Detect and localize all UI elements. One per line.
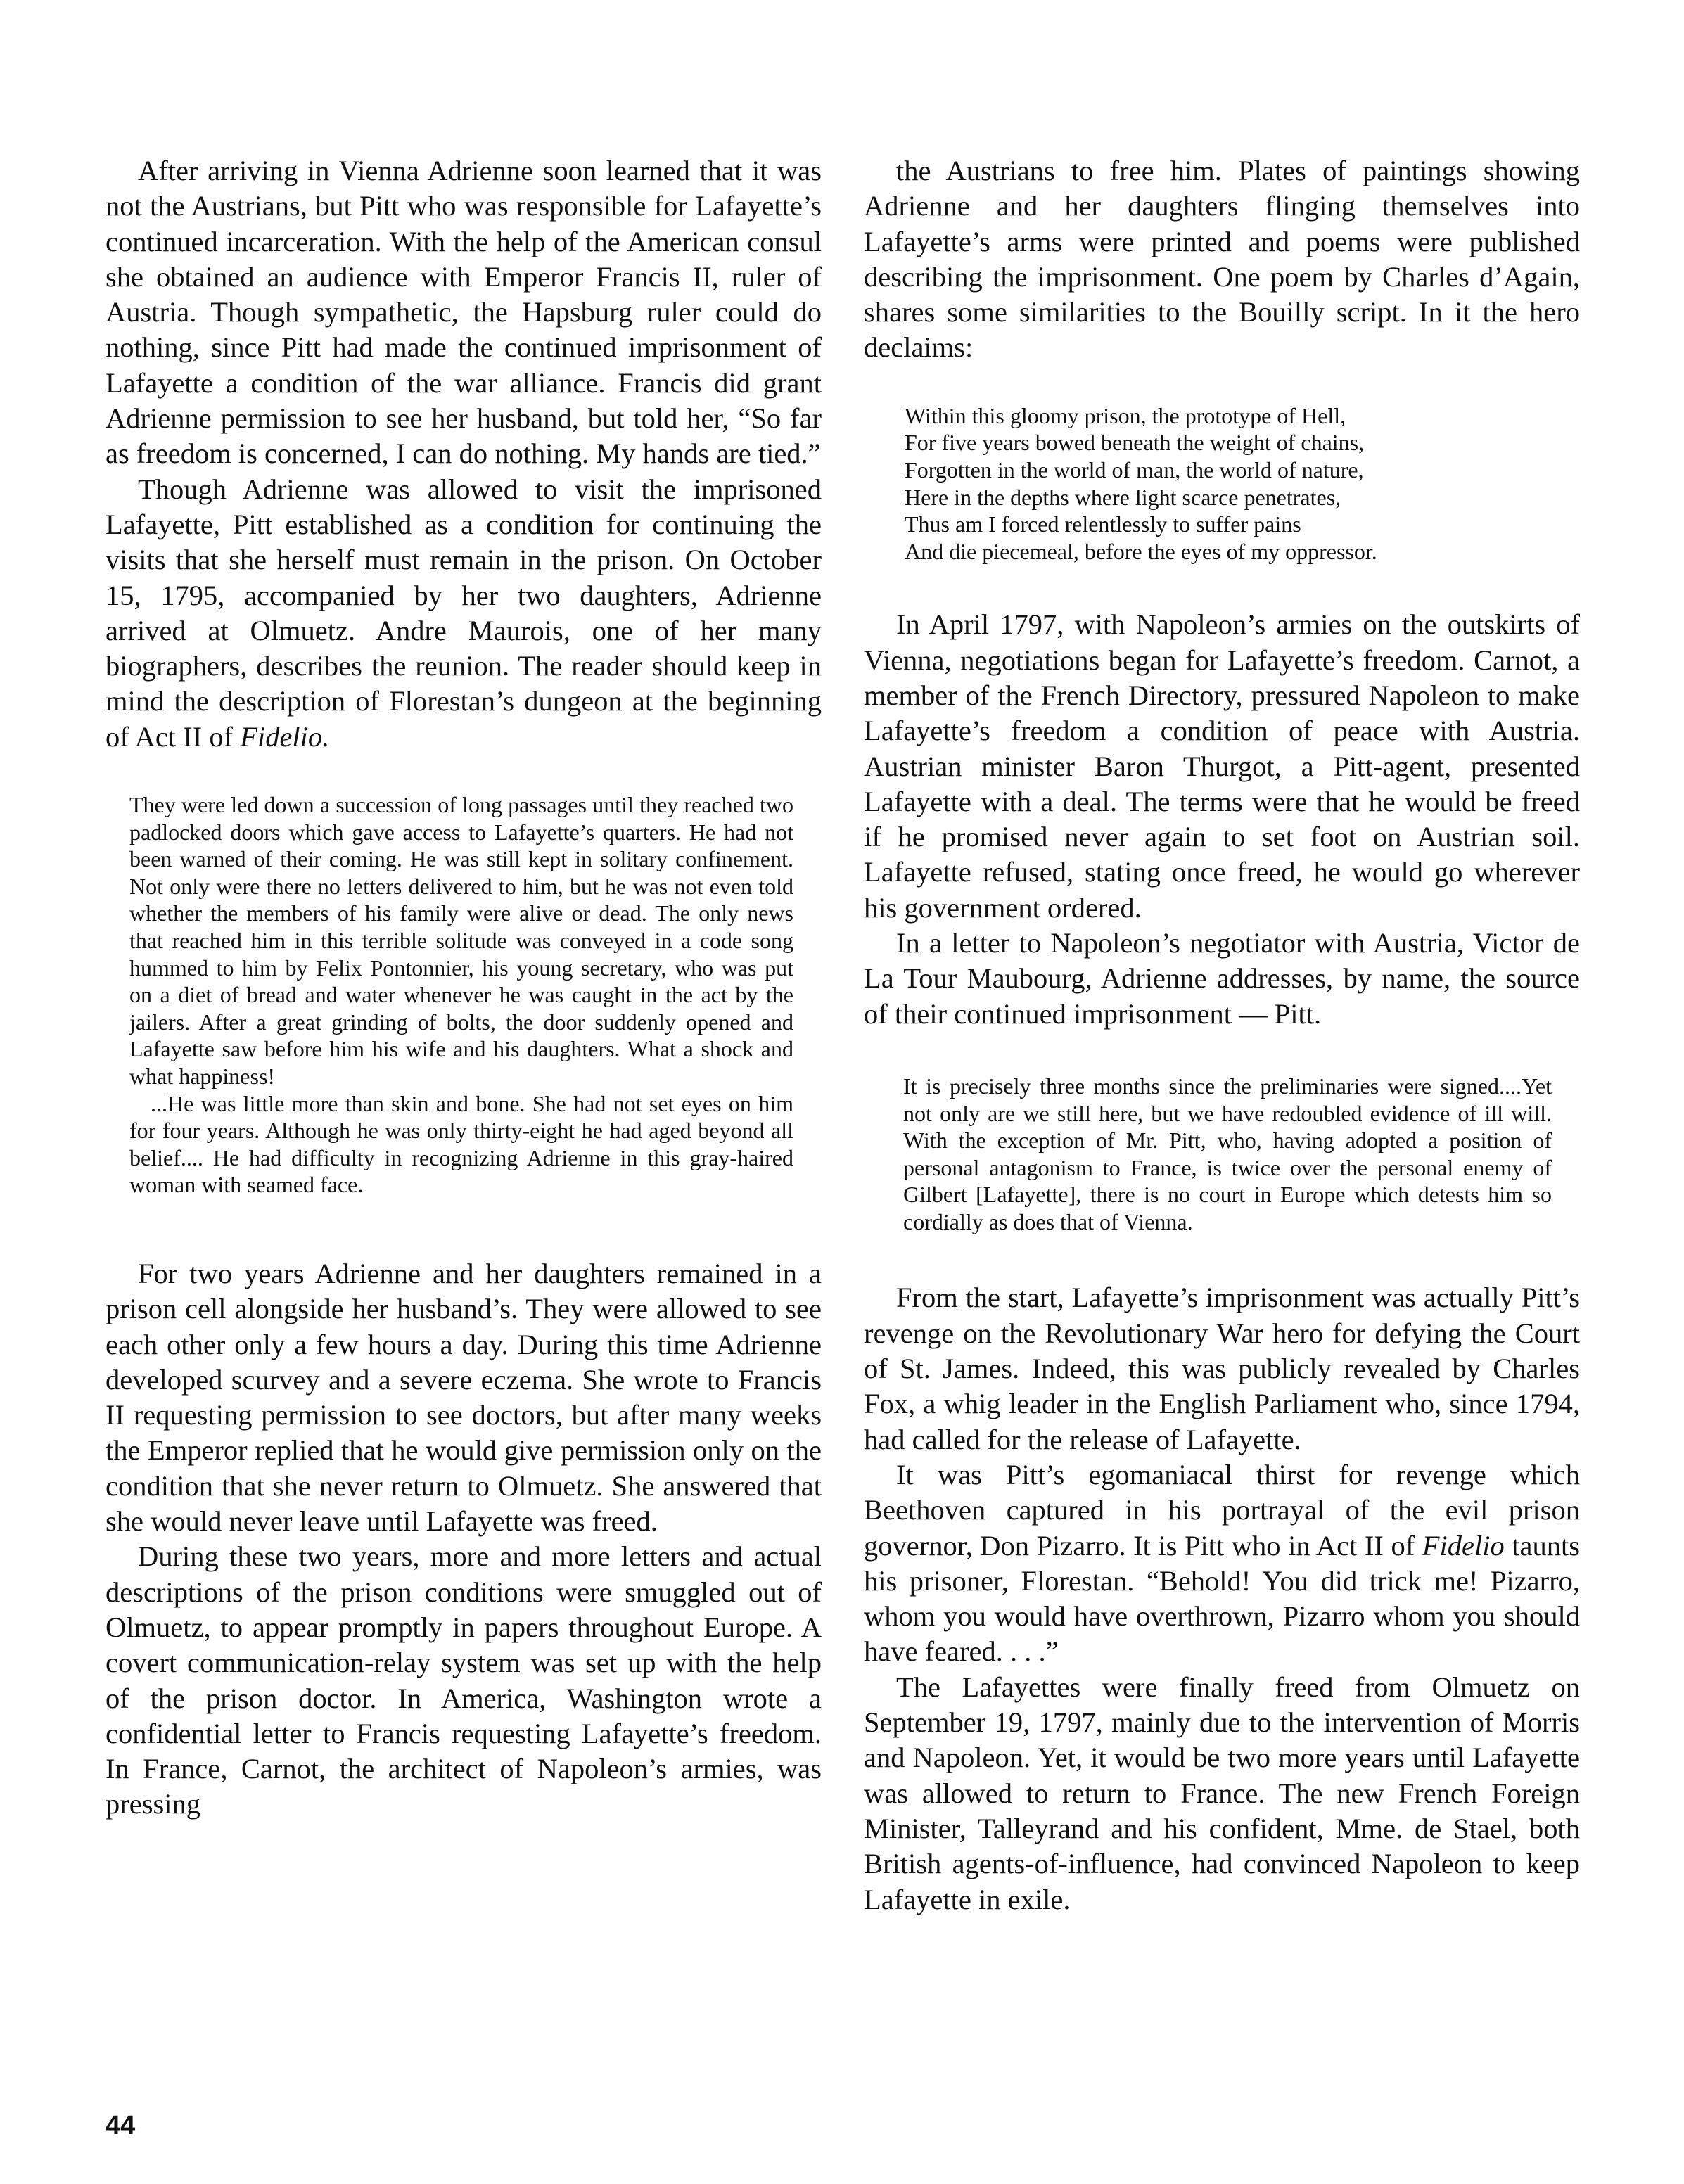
- quote-paragraph: ...He was little more than skin and bone. She had not set eyes on him for four years. Although he was only thirty-eight he had aged beyond all belief.... He had difficulty in recognizing Adrienne in this gray-haired woman with seamed face.: [129, 1090, 793, 1198]
- page-number: 44: [106, 2111, 136, 2140]
- paragraph: For two years Adrienne and her daughters remained in a prison cell alongside her husband’s. They were allowed to see each other only a few hours a day. During this time Adrienne developed scurvey and a severe eczema. She wrote to Francis II requesting permission to see doctors, but after many weeks the Emperor replied that he would give permission only on the condition that she never return to Olmuetz. She answered that she would never leave until Lafayette was freed.: [106, 1257, 822, 1538]
- paragraph-text: It was Pitt’s egomaniacal thirst for revenge which Beethoven captured in his portrayal of the evil prison governor, Don Pizarro. It is Pitt who in Act II of: [864, 1458, 1580, 1562]
- paragraph: After arriving in Vienna Adrienne soon learned that it was not the Austrians, but Pitt who was responsible for Lafayette’s continued incarceration. With the help of the American consul she obtained an audience with Emperor Francis II, ruler of Austria. Though sympathetic, the Hapsburg ruler could do nothing, since Pitt had made the continued imprisonment of Lafayette a condition of the war alliance. Francis did grant Adrienne permission to see her husband, but told her, “So far as freedom is concerned, I can do nothing. My hands are tied.”: [106, 155, 822, 470]
- paragraph: [864, 1457, 1580, 1670]
- block-quote: [129, 791, 793, 1199]
- quote-paragraph: They were led down a succession of long passages until they reached two padlocked doors which gave access to Lafayette’s quarters. He had not been warned of their coming. He was still kept in solitary confinement. Not only were there no letters delivered to him, but he was not even told whether the members of his family were alive or dead. The only news that reached him in this terrible solitude was conveyed in a code song hummed to him by Felix Pontonnier, his young secretary, who was put on a diet of bread and water whenever he was caught in the act by the jailers. After a great grinding of bolts, the door suddenly opened and Lafayette saw before him his wife and his daughters. What a shock and what happiness!: [129, 792, 793, 1089]
- paragraph-text: Though Adrienne was allowed to visit the imprisoned Lafayette, Pitt established as a condition for continuing the visits that she herself must remain in the prison. On October 15, 1795, accompanied by her two daughters, Adrienne arrived at Olmuetz. Andre Maurois, one of her many biographers, describes the reunion. The reader should keep in mind the description of Florestan’s dungeon at the beginning of Act II of: [106, 473, 822, 753]
- paragraph: In a letter to Napoleon’s negotiator with Austria, Victor de La Tour Maubourg, Adrienne addresses, by name, the source of their continued imprisonment — Pitt.: [864, 927, 1580, 1030]
- poem-quote: [905, 402, 1580, 566]
- work-title: Fidelio: [1422, 1529, 1505, 1562]
- poem-line: For five years bowed beneath the weight of chains,: [905, 430, 1365, 456]
- paragraph: [106, 472, 822, 755]
- poem-line: And die piecemeal, before the eyes of my oppressor.: [905, 538, 1377, 564]
- block-quote: [903, 1073, 1552, 1236]
- paragraph: From the start, Lafayette’s imprisonment was actually Pitt’s revenge on the Revolutionary War hero for defying the Court of St. James. Indeed, this was publicly revealed by Charles Fox, a whig leader in the English Parliament who, since 1794, had called for the release of Lafayette.: [864, 1282, 1580, 1455]
- paragraph: During these two years, more and more letters and actual descriptions of the prison conditions were smuggled out of Olmuetz, to appear promptly in papers throughout Europe. A covert communication-relay system was set up with the help of the prison doctor. In America, Washington wrote a confidential letter to Francis requesting Lafayette’s freedom. In France, Carnot, the architect of Napoleon’s armies, was pressing: [106, 1540, 822, 1820]
- poem-line: Within this gloomy prison, the prototype of Hell,: [905, 402, 1346, 428]
- poem-line: Forgotten in the world of man, the world of nature,: [905, 456, 1364, 483]
- paragraph: the Austrians to free him. Plates of paintings showing Adrienne and her daughters flinging themselves into Lafayette’s arms were printed and poems were published describing the imprisonment. One poem by Charles d’Again, shares some similarities to the Bouilly script. In it the hero declaims:: [864, 155, 1580, 364]
- paragraph: In April 1797, with Napoleon’s armies on the outskirts of Vienna, negotiations began for Lafayette’s freedom. Carnot, a member of the French Directory, pressured Napoleon to make Lafayette’s freedom a condition of peace with Austria. Austrian minister Baron Thurgot, a Pitt-agent, presented Lafayette with a deal. The terms were that he would be freed if he promised never again to set foot on Austrian soil. Lafayette refused, stating once freed, he would go wherever his government ordered.: [864, 608, 1580, 924]
- poem-line: Here in the depths where light scarce penetrates,: [905, 484, 1341, 510]
- work-title: Fidelio.: [240, 720, 330, 753]
- paragraph-text: taunts his prisoner, Florestan. “Behold! You did trick me! Pizarro, whom you would have overthrown, Pizarro whom you should have feared. . . .”: [864, 1529, 1581, 1668]
- paragraph: The Lafayettes were finally freed from Olmuetz on September 19, 1797, mainly due to the intervention of Morris and Napoleon. Yet, it would be two more years until Lafayette was allowed to return to France. The new French Foreign Minister, Talleyrand and his confident, Mme. de Stael, both British agents-of-influence, had convinced Napoleon to keep Lafayette in exile.: [864, 1671, 1580, 1915]
- right-column: [864, 153, 1580, 1917]
- left-column: [106, 153, 822, 1822]
- poem-line: Thus am I forced relentlessly to suffer pains: [905, 511, 1301, 537]
- quote-paragraph: It is precisely three months since the preliminaries were signed....Yet not only are we still here, but we have redoubled evidence of ill will. With the exception of Mr. Pitt, who, having adopted a position of personal antagonism to France, is twice over the personal enemy of Gilbert [Lafayette], there is no court in Europe which detests him so cordially as does that of Vienna.: [903, 1073, 1552, 1234]
